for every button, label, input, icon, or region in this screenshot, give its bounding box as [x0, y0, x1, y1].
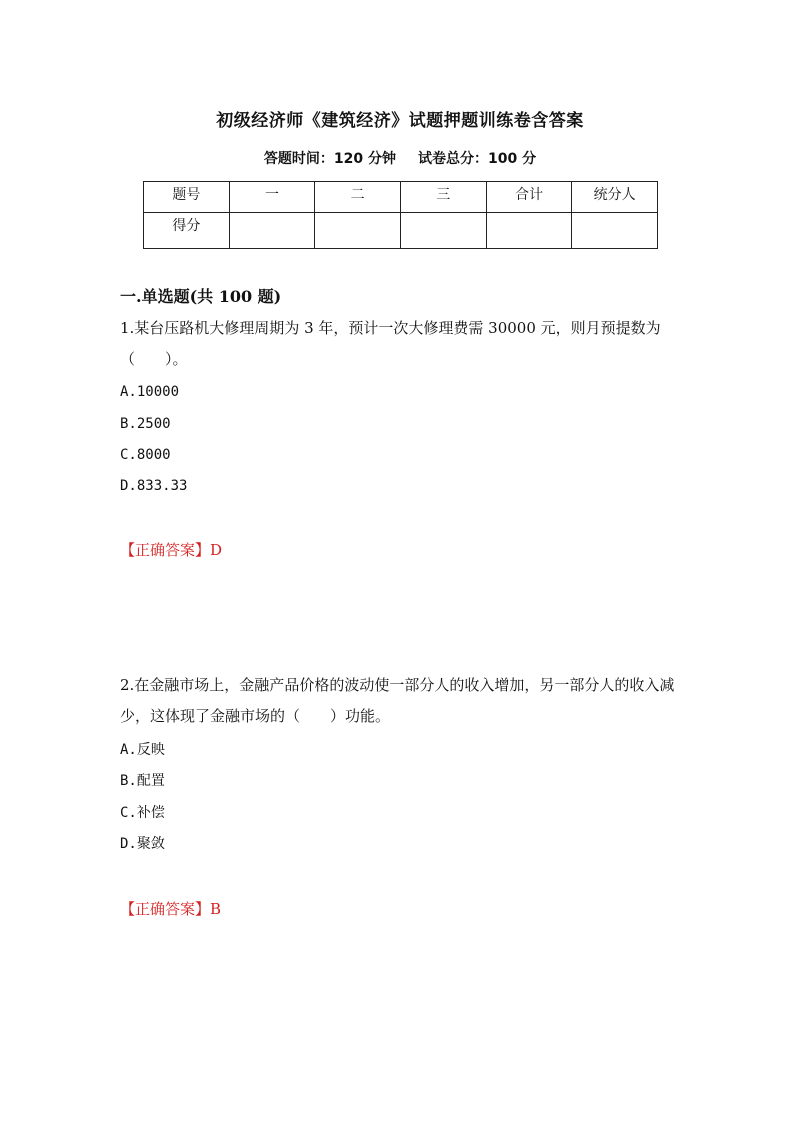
score-table-row-label: 得分 [144, 213, 230, 249]
question-option: A.反映 [120, 742, 165, 758]
score-table-header-cell: 三 [400, 182, 486, 213]
question-stem: 2.在金融市场上，金融产品价格的波动使一部分人的收入增加，另一部分人的收入减少，这体现了金融市场的（ ）功能。 [120, 676, 675, 725]
score-table-header-cell: 题号 [144, 182, 230, 213]
question-option: B.配置 [120, 773, 165, 789]
question-option: D.聚敛 [120, 836, 165, 852]
score-cell [486, 213, 572, 249]
score-cell [315, 213, 401, 249]
question-stem: 1.某台压路机大修理周期为 3 年，预计一次大修理费需 30000 元，则月预提数为（ ）。 [120, 319, 661, 368]
question-option: D.833.33 [120, 478, 188, 494]
score-table-header-cell: 二 [315, 182, 401, 213]
score-table-header-cell: 统分人 [572, 182, 658, 213]
question-option: C.补偿 [120, 805, 165, 821]
score-table [143, 181, 658, 249]
page-title: 初级经济师《建筑经济》试题押题训练卷含答案 [216, 111, 584, 131]
score-cell [229, 213, 315, 249]
question-option: B.2500 [120, 416, 171, 432]
question-option: C.8000 [120, 447, 171, 463]
score-table-score-row [144, 213, 658, 249]
question-option: A.10000 [120, 384, 180, 400]
exam-info [0, 148, 800, 168]
score-table-header-cell: 合计 [486, 182, 572, 213]
score-cell [572, 213, 658, 249]
correct-answer: 【正确答案】B [120, 900, 222, 918]
score-cell [400, 213, 486, 249]
exam-total-score: 试卷总分：100 分 [418, 151, 537, 167]
correct-answer: 【正确答案】D [120, 541, 223, 559]
score-table-header-cell: 一 [229, 182, 315, 213]
exam-time: 答题时间：120 分钟 [263, 151, 396, 167]
score-table-header-row [144, 182, 658, 213]
section-heading: 一.单选题(共 100 题) [120, 287, 282, 306]
